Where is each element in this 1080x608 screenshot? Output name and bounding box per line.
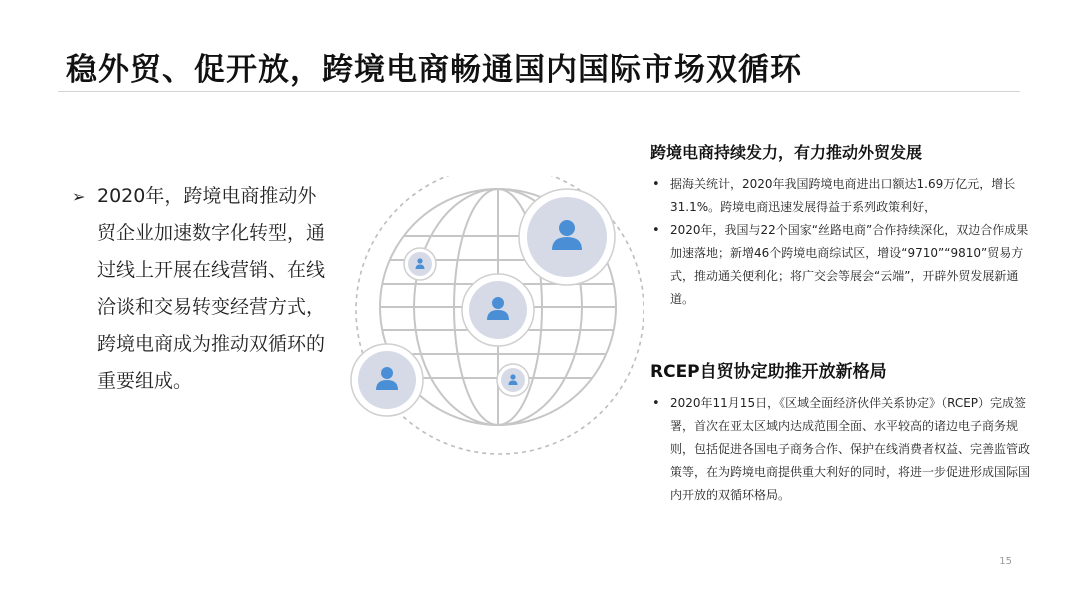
avatar-top-right <box>519 189 615 285</box>
globe-icon <box>344 176 644 466</box>
section1-list <box>650 173 1030 311</box>
arrow-bullet-icon: ➢ <box>72 187 86 206</box>
avatar-center <box>462 274 534 346</box>
list-item: • 2020年11月15日，《区域全面经济伙伴关系协定》（RCEP）完成签署，首次在亚太区域内达成范围全面、水平较高的诸边电子商务规则，包括促进各国电子商务合作、保护在线消费者权益、完善监管政策等，在为跨境电商提供重大利好的同时，将进一步促进形成国际国内开放的双循环格局。 <box>650 392 1030 507</box>
section1-heading: 跨境电商持续发力，有力推动外贸发展 <box>650 143 923 162</box>
left-bullet-block <box>72 178 332 400</box>
page-number: 15 <box>999 556 1012 567</box>
section-ecommerce-growth <box>650 140 1030 311</box>
section-rcep <box>650 357 1030 507</box>
avatar-left <box>351 344 423 416</box>
slide-title: 稳外贸、促开放，跨境电商畅通国内国际市场双循环 <box>66 52 802 88</box>
list-item: • 2020年，我国与22个国家“丝路电商”合作持续深化，双边合作成果加速落地；新增46个跨境电商综试区，增设“9710”“9810”贸易方式，推动通关便利化；将广交会等展会“云端”，开辟外贸发展新通道。 <box>650 219 1030 311</box>
globe-graphic <box>344 176 644 466</box>
section2-heading: RCEP自贸协定助推开放新格局 <box>650 362 887 382</box>
section2-list <box>650 392 1030 507</box>
avatar-small-lower <box>497 364 529 396</box>
list-item: • 据海关统计，2020年我国跨境电商进出口额达1.69万亿元，增长31.1%。跨境电商迅速发展得益于系列政策利好， <box>650 173 1030 219</box>
avatar-small-upper <box>404 248 436 280</box>
title-divider <box>58 91 1020 92</box>
left-bullet-text: 2020年，跨境电商推动外贸企业加速数字化转型，通过线上开展在线营销、在线洽谈和交易转变经营方式，跨境电商成为推动双循环的重要组成。 <box>97 185 326 392</box>
